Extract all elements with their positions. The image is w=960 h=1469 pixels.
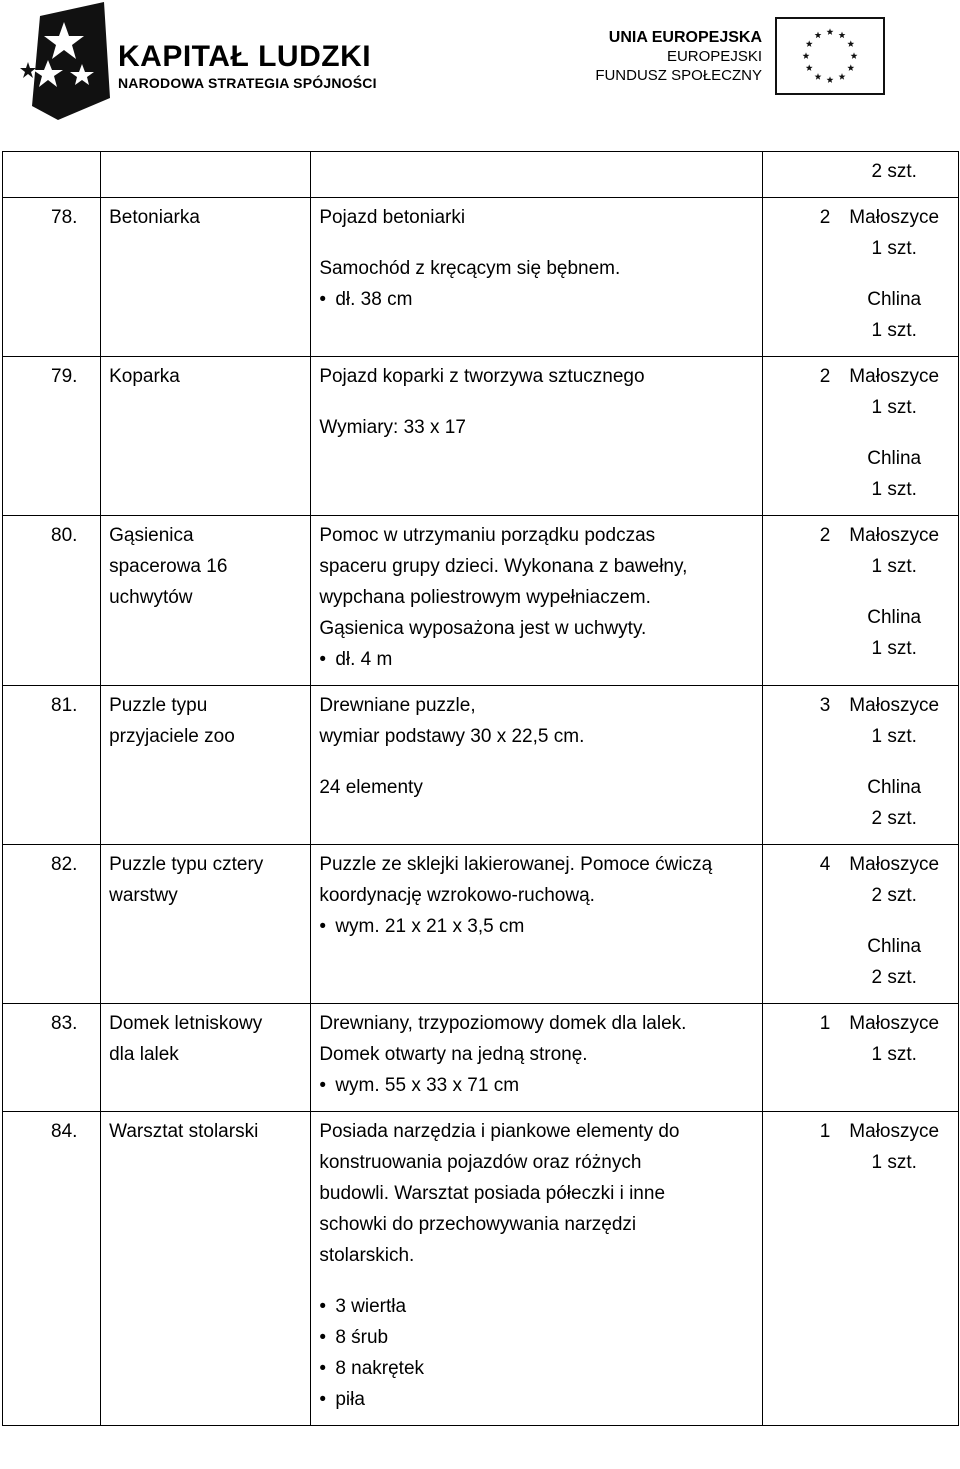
description-line: spaceru grupy dzieci. Wykonana z bawełny, bbox=[319, 556, 688, 577]
location-count: 2 szt. bbox=[871, 808, 917, 829]
location-name: Małoszyce bbox=[849, 1121, 940, 1142]
item-number: 79. bbox=[51, 366, 78, 387]
table-row bbox=[3, 516, 959, 686]
item-name-line: Koparka bbox=[109, 366, 180, 387]
item-locations-cell bbox=[830, 198, 958, 357]
item-number: 84. bbox=[51, 1121, 78, 1142]
location-count: 1 szt. bbox=[871, 726, 917, 747]
item-description-cell bbox=[311, 1004, 762, 1112]
location-name: Chlina bbox=[867, 936, 922, 957]
location-name: Chlina bbox=[867, 448, 922, 469]
spacer bbox=[830, 423, 958, 443]
description-line: schowki do przechowywania narzędzi bbox=[319, 1214, 637, 1235]
item-name-line: warstwy bbox=[109, 885, 178, 906]
table-row bbox=[3, 152, 959, 198]
items-table bbox=[2, 151, 959, 1426]
item-quantity-cell bbox=[762, 516, 830, 686]
location-name: Chlina bbox=[867, 607, 922, 628]
kapital-ludzki-title: KAPITAŁ LUDZKI bbox=[118, 40, 372, 73]
item-description-cell bbox=[311, 686, 762, 845]
item-name-line: Gąsienica bbox=[109, 525, 194, 546]
item-number: 82. bbox=[51, 854, 78, 875]
item-name-cell bbox=[101, 845, 311, 1004]
description-line: 24 elementy bbox=[319, 777, 423, 798]
table-row bbox=[3, 198, 959, 357]
item-quantity: 2 bbox=[819, 366, 831, 387]
eu-star-icon bbox=[827, 76, 834, 83]
description-line: Puzzle ze sklejki lakierowanej. Pomoce ćwiczą bbox=[319, 854, 713, 875]
item-description-cell bbox=[311, 198, 762, 357]
location-name: Małoszyce bbox=[849, 1013, 940, 1034]
eu-line-1: UNIA EUROPEJSKA bbox=[608, 29, 762, 46]
eu-line-3: FUNDUSZ SPOŁECZNY bbox=[595, 67, 762, 84]
eu-star-icon bbox=[839, 32, 846, 39]
location-count: 1 szt. bbox=[871, 556, 917, 577]
item-quantity-cell bbox=[762, 1112, 830, 1426]
item-description-cell bbox=[311, 152, 762, 198]
item-number-cell bbox=[3, 198, 101, 357]
location-count: 1 szt. bbox=[871, 1044, 917, 1065]
eu-star-icon bbox=[847, 40, 854, 47]
item-number-cell bbox=[3, 516, 101, 686]
item-name-cell bbox=[101, 198, 311, 357]
bullet-item: • 3 wiertła bbox=[319, 1291, 753, 1322]
bullet-item: • dł. 4 m bbox=[319, 644, 753, 675]
spacer bbox=[830, 264, 958, 284]
location-name: Małoszyce bbox=[849, 525, 940, 546]
description-line: Domek otwarty na jedną stronę. bbox=[319, 1044, 588, 1065]
eu-star-icon bbox=[806, 64, 813, 71]
eu-star-icon bbox=[815, 32, 822, 39]
location-name: Małoszyce bbox=[849, 207, 940, 228]
description-line: Pojazd koparki z tworzywa sztucznego bbox=[319, 366, 645, 387]
description-line: budowli. Warsztat posiada półeczki i inne bbox=[319, 1183, 666, 1204]
item-number: 81. bbox=[51, 695, 78, 716]
description-line: Samochód z kręcącym się bębnem. bbox=[319, 258, 621, 279]
eu-star-icon bbox=[851, 52, 858, 59]
bullet-item: • dł. 38 cm bbox=[319, 284, 753, 315]
item-name-cell bbox=[101, 1004, 311, 1112]
item-name-line: Puzzle typu cztery bbox=[109, 854, 264, 875]
item-number: 80. bbox=[51, 525, 78, 546]
eu-star-icon bbox=[806, 40, 813, 47]
item-name-line: Domek letniskowy bbox=[109, 1013, 263, 1034]
bullet-item: • wym. 55 x 33 x 71 cm bbox=[319, 1070, 753, 1101]
eu-star-icon bbox=[827, 28, 834, 35]
item-number: 83. bbox=[51, 1013, 78, 1034]
table-row bbox=[3, 1004, 959, 1112]
location-count: 1 szt. bbox=[871, 638, 917, 659]
item-name-cell bbox=[101, 152, 311, 198]
description-line: wypchana poliestrowym wypełniaczem. bbox=[319, 587, 651, 608]
item-locations-cell bbox=[830, 357, 958, 516]
spacer bbox=[830, 911, 958, 931]
item-quantity: 2 bbox=[819, 207, 831, 228]
item-locations-cell bbox=[830, 1112, 958, 1426]
item-name-line: uchwytów bbox=[109, 587, 193, 608]
bullet-item: • wym. 21 x 21 x 3,5 cm bbox=[319, 911, 753, 942]
location-name: Chlina bbox=[867, 777, 922, 798]
bullet-item: • 8 śrub bbox=[319, 1322, 753, 1353]
page-header bbox=[0, 0, 960, 130]
eu-star-icon bbox=[803, 52, 810, 59]
item-description-cell bbox=[311, 845, 762, 1004]
description-line: koordynację wzrokowo-ruchową. bbox=[319, 885, 595, 906]
item-quantity: 4 bbox=[819, 854, 831, 875]
description-line: stolarskich. bbox=[319, 1245, 415, 1266]
item-quantity: 2 bbox=[819, 525, 831, 546]
spacer bbox=[319, 392, 753, 412]
kapital-ludzki-subtitle: NARODOWA STRATEGIA SPÓJNOŚCI bbox=[118, 75, 377, 91]
item-number: 78. bbox=[51, 207, 78, 228]
description-line: Gąsienica wyposażona jest w uchwyty. bbox=[319, 618, 647, 639]
item-name-line: Puzzle typu bbox=[109, 695, 208, 716]
table-row bbox=[3, 1112, 959, 1426]
item-name-line: przyjaciele zoo bbox=[109, 726, 235, 747]
description-line: Pomoc w utrzymaniu porządku podczas bbox=[319, 525, 656, 546]
eu-star-icon bbox=[815, 73, 822, 80]
location-name: Małoszyce bbox=[849, 695, 940, 716]
item-quantity-cell bbox=[762, 152, 830, 198]
bullet-item: • piła bbox=[319, 1384, 753, 1415]
table-row bbox=[3, 686, 959, 845]
item-locations-cell bbox=[830, 1004, 958, 1112]
location-count: 1 szt. bbox=[871, 238, 917, 259]
location-name: Małoszyce bbox=[849, 854, 940, 875]
item-description-cell bbox=[311, 357, 762, 516]
spacer bbox=[319, 752, 753, 772]
item-name-cell bbox=[101, 686, 311, 845]
item-quantity: 1 bbox=[819, 1013, 831, 1034]
item-quantity: 3 bbox=[819, 695, 831, 716]
item-quantity-cell bbox=[762, 686, 830, 845]
description-line: Posiada narzędzia i piankowe elementy do bbox=[319, 1121, 680, 1142]
eu-flag-icon bbox=[775, 17, 885, 95]
kapital-ludzki-logo-icon bbox=[18, 2, 118, 120]
location-name: Małoszyce bbox=[849, 366, 940, 387]
location-count: 1 szt. bbox=[871, 397, 917, 418]
item-number-cell bbox=[3, 152, 101, 198]
eu-text-block bbox=[595, 28, 762, 85]
location-name: Chlina bbox=[867, 289, 922, 310]
location-count: 1 szt. bbox=[871, 1152, 917, 1173]
item-number-cell bbox=[3, 1004, 101, 1112]
item-quantity-cell bbox=[762, 198, 830, 357]
item-quantity-cell bbox=[762, 1004, 830, 1112]
item-number-cell bbox=[3, 1112, 101, 1426]
description-line: Wymiary: 33 x 17 bbox=[319, 417, 466, 438]
item-name-line: dla lalek bbox=[109, 1044, 179, 1065]
item-name-cell bbox=[101, 516, 311, 686]
item-locations-cell bbox=[830, 516, 958, 686]
eu-star-icon bbox=[839, 73, 846, 80]
location-count: 1 szt. bbox=[871, 320, 917, 341]
table-row bbox=[3, 357, 959, 516]
location-count: 1 szt. bbox=[871, 479, 917, 500]
item-name-cell bbox=[101, 1112, 311, 1426]
location-count: 2 szt. bbox=[871, 161, 917, 182]
item-number-cell bbox=[3, 686, 101, 845]
item-name-line: spacerowa 16 bbox=[109, 556, 228, 577]
description-line: Pojazd betoniarki bbox=[319, 207, 466, 228]
item-name-line: Warsztat stolarski bbox=[109, 1121, 259, 1142]
item-quantity-cell bbox=[762, 845, 830, 1004]
item-quantity: 1 bbox=[819, 1121, 831, 1142]
eu-star-icon bbox=[847, 64, 854, 71]
spacer bbox=[319, 1271, 753, 1291]
bullet-item: • 8 nakrętek bbox=[319, 1353, 753, 1384]
location-count: 2 szt. bbox=[871, 967, 917, 988]
item-locations-cell bbox=[830, 152, 958, 198]
item-description-cell bbox=[311, 1112, 762, 1426]
table-row bbox=[3, 845, 959, 1004]
item-name-line: Betoniarka bbox=[109, 207, 200, 228]
item-number-cell bbox=[3, 357, 101, 516]
item-locations-cell bbox=[830, 686, 958, 845]
spacer bbox=[830, 582, 958, 602]
description-line: Drewniane puzzle, bbox=[319, 695, 476, 716]
eu-line-2: EUROPEJSKI bbox=[666, 48, 762, 65]
description-line: konstruowania pojazdów oraz różnych bbox=[319, 1152, 642, 1173]
item-number-cell bbox=[3, 845, 101, 1004]
spacer bbox=[830, 752, 958, 772]
item-name-cell bbox=[101, 357, 311, 516]
item-locations-cell bbox=[830, 845, 958, 1004]
location-count: 2 szt. bbox=[871, 885, 917, 906]
item-description-cell bbox=[311, 516, 762, 686]
spacer bbox=[319, 233, 753, 253]
description-line: wymiar podstawy 30 x 22,5 cm. bbox=[319, 726, 585, 747]
description-line: Drewniany, trzypoziomowy domek dla lalek. bbox=[319, 1013, 687, 1034]
item-quantity-cell bbox=[762, 357, 830, 516]
